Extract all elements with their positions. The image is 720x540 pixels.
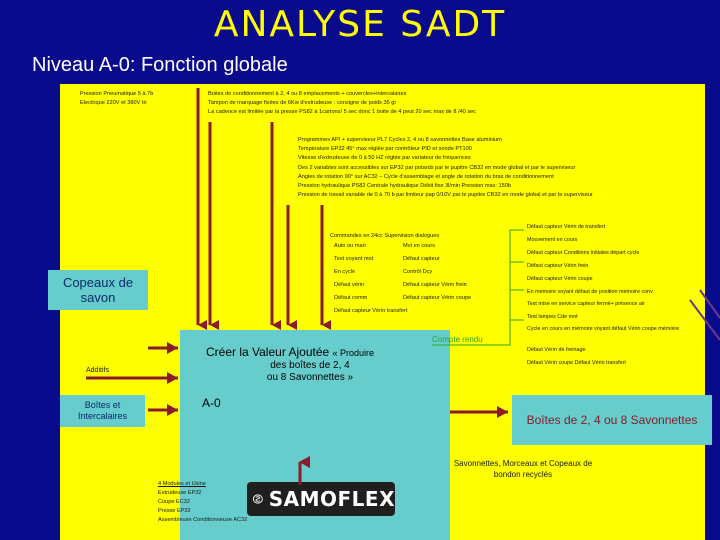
- command-item: Auto ou man: [334, 243, 366, 249]
- waste-label: Savonnettes, Morceaux et Copeaux de bondon recyclés: [453, 459, 593, 479]
- setting-line: Pression de travail variable de 0 à 70 b par limiteur pap 0/10V par le pupitre CB32 en mode global et par le superviseur: [298, 192, 593, 199]
- mechanism-item: Presse EP32: [158, 508, 191, 514]
- setting-line: Température EP32 45° max réglée par contrôleur PID et sonde PT100: [298, 146, 472, 153]
- output-item: Défaut capteur Vérin frein: [527, 263, 589, 269]
- output-item: Défaut capteur Conditions initiales départ cycle: [527, 250, 640, 256]
- command-item: Mvt en cours: [403, 243, 436, 249]
- function-code: A-0: [202, 396, 221, 410]
- mechanism-item: Assembleuse Conditionneuse AC32: [158, 517, 248, 523]
- setting-line: Des 2 variables sont accessibles sur EP32 par potards par le pupitre CB32 en mode global et par le superviseur: [298, 164, 576, 171]
- command-item: Défaut capteur Vérin coupe: [403, 295, 472, 301]
- command-item: Défaut capteur Vérin transfert: [334, 308, 408, 314]
- report-line: [432, 230, 524, 345]
- decor-line: [700, 290, 720, 318]
- setting-line: Vitesse d'extrudeuse de 0 à 50 HZ réglée par variateur de fréquences: [298, 155, 471, 162]
- decor-line: [690, 300, 720, 340]
- output-main-box: Boîtes de 2, 4 ou 8 Savonnettes: [512, 395, 712, 445]
- output-item: Défaut Vérin coupe Défaut Vérin transfert: [527, 360, 626, 366]
- command-item: Défaut capteur: [403, 256, 440, 262]
- energy-line-pneumatic: Pression Pneumatique 5 à 7b: [80, 91, 154, 97]
- output-report-label: Compte rendu: [432, 335, 483, 344]
- input-additifs-label: Additifs: [86, 367, 109, 374]
- setting-line: Pression hydraulique PS82 Centrale hydraulique Débit fixe 3l/min Pression max: 150b: [298, 183, 511, 190]
- output-item: Cycle en cours en mémoire voyant défaut Vérin coupe mémoire: [527, 326, 680, 332]
- output-item: Défaut Vérin de freinage: [527, 347, 586, 353]
- slide-title: ANALYSE SADT: [213, 4, 507, 45]
- function-title-quote: « Produire: [332, 348, 375, 358]
- output-item: Test lampes Cde mot: [527, 314, 578, 320]
- command-item: Contrôl Dcy: [403, 269, 433, 275]
- parameter-line: Boites de conditionnement à 2, 4 ou 8 emplacements + couvercles+intercalaires: [208, 91, 407, 97]
- command-item: Défaut comm: [334, 295, 368, 301]
- output-item: Défaut capteur Vérin de transfert: [527, 224, 606, 230]
- command-item: Défaut capteur Vérin frein: [403, 282, 467, 288]
- output-item: Mouvement en cours: [527, 237, 578, 243]
- output-item: Défaut capteur Vérin coupe: [527, 276, 593, 282]
- input-boxes-box: Boîtes et Intercalaires: [60, 395, 145, 427]
- command-item: Défaut vérin: [334, 282, 365, 288]
- mechanism-item: Coupe EC32: [158, 499, 191, 505]
- command-item: Test voyant mot: [334, 256, 374, 262]
- output-item: En mémoire voyant défaut de position mémoire conv: [527, 289, 653, 295]
- output-item: Test mise en service capteur fermé+ présence air: [527, 301, 645, 307]
- parameter-line: Tampon de marquage fixées de 6Kw d'extrudeuse : consigne de poids 35 gr: [208, 100, 397, 107]
- commands-title: Commandes en 24cc Supervision dialogues: [330, 233, 440, 239]
- input-soap-box: Copeaux de savon: [48, 270, 148, 310]
- setting-line: Programmes API + superviseur PL7 Cycles 2, 4 ou 8 savonnettes Base aluminium: [298, 137, 502, 143]
- samoflex-logo-text: SAMOFLEX: [268, 487, 395, 511]
- command-item: En cycle: [334, 269, 356, 275]
- function-title-text: Créer la Valeur Ajoutée: [206, 345, 330, 359]
- energy-line-electric: Electrique 220V et 380V tri: [80, 100, 147, 107]
- slide-subtitle: Niveau A-0: Fonction globale: [32, 54, 288, 76]
- parameter-line: La cadence est limitée par la presse PS82 à 1cartons/ 5 sec donc 1 boite de 4 peut 20 sec max de 8 /40 sec: [208, 109, 477, 116]
- function-body: des boîtes de 2, 4 ou 8 Savonnettes »: [266, 360, 354, 383]
- setting-line: Angles de rotation 90° sur AC32 – Cycle d'assemblage et angle de rotation du bras de conditionnement: [298, 173, 554, 180]
- mechanism-item: Extrudeuse EP32: [158, 490, 202, 496]
- mechanisms-title: 4 Modules et Usine: [158, 481, 206, 487]
